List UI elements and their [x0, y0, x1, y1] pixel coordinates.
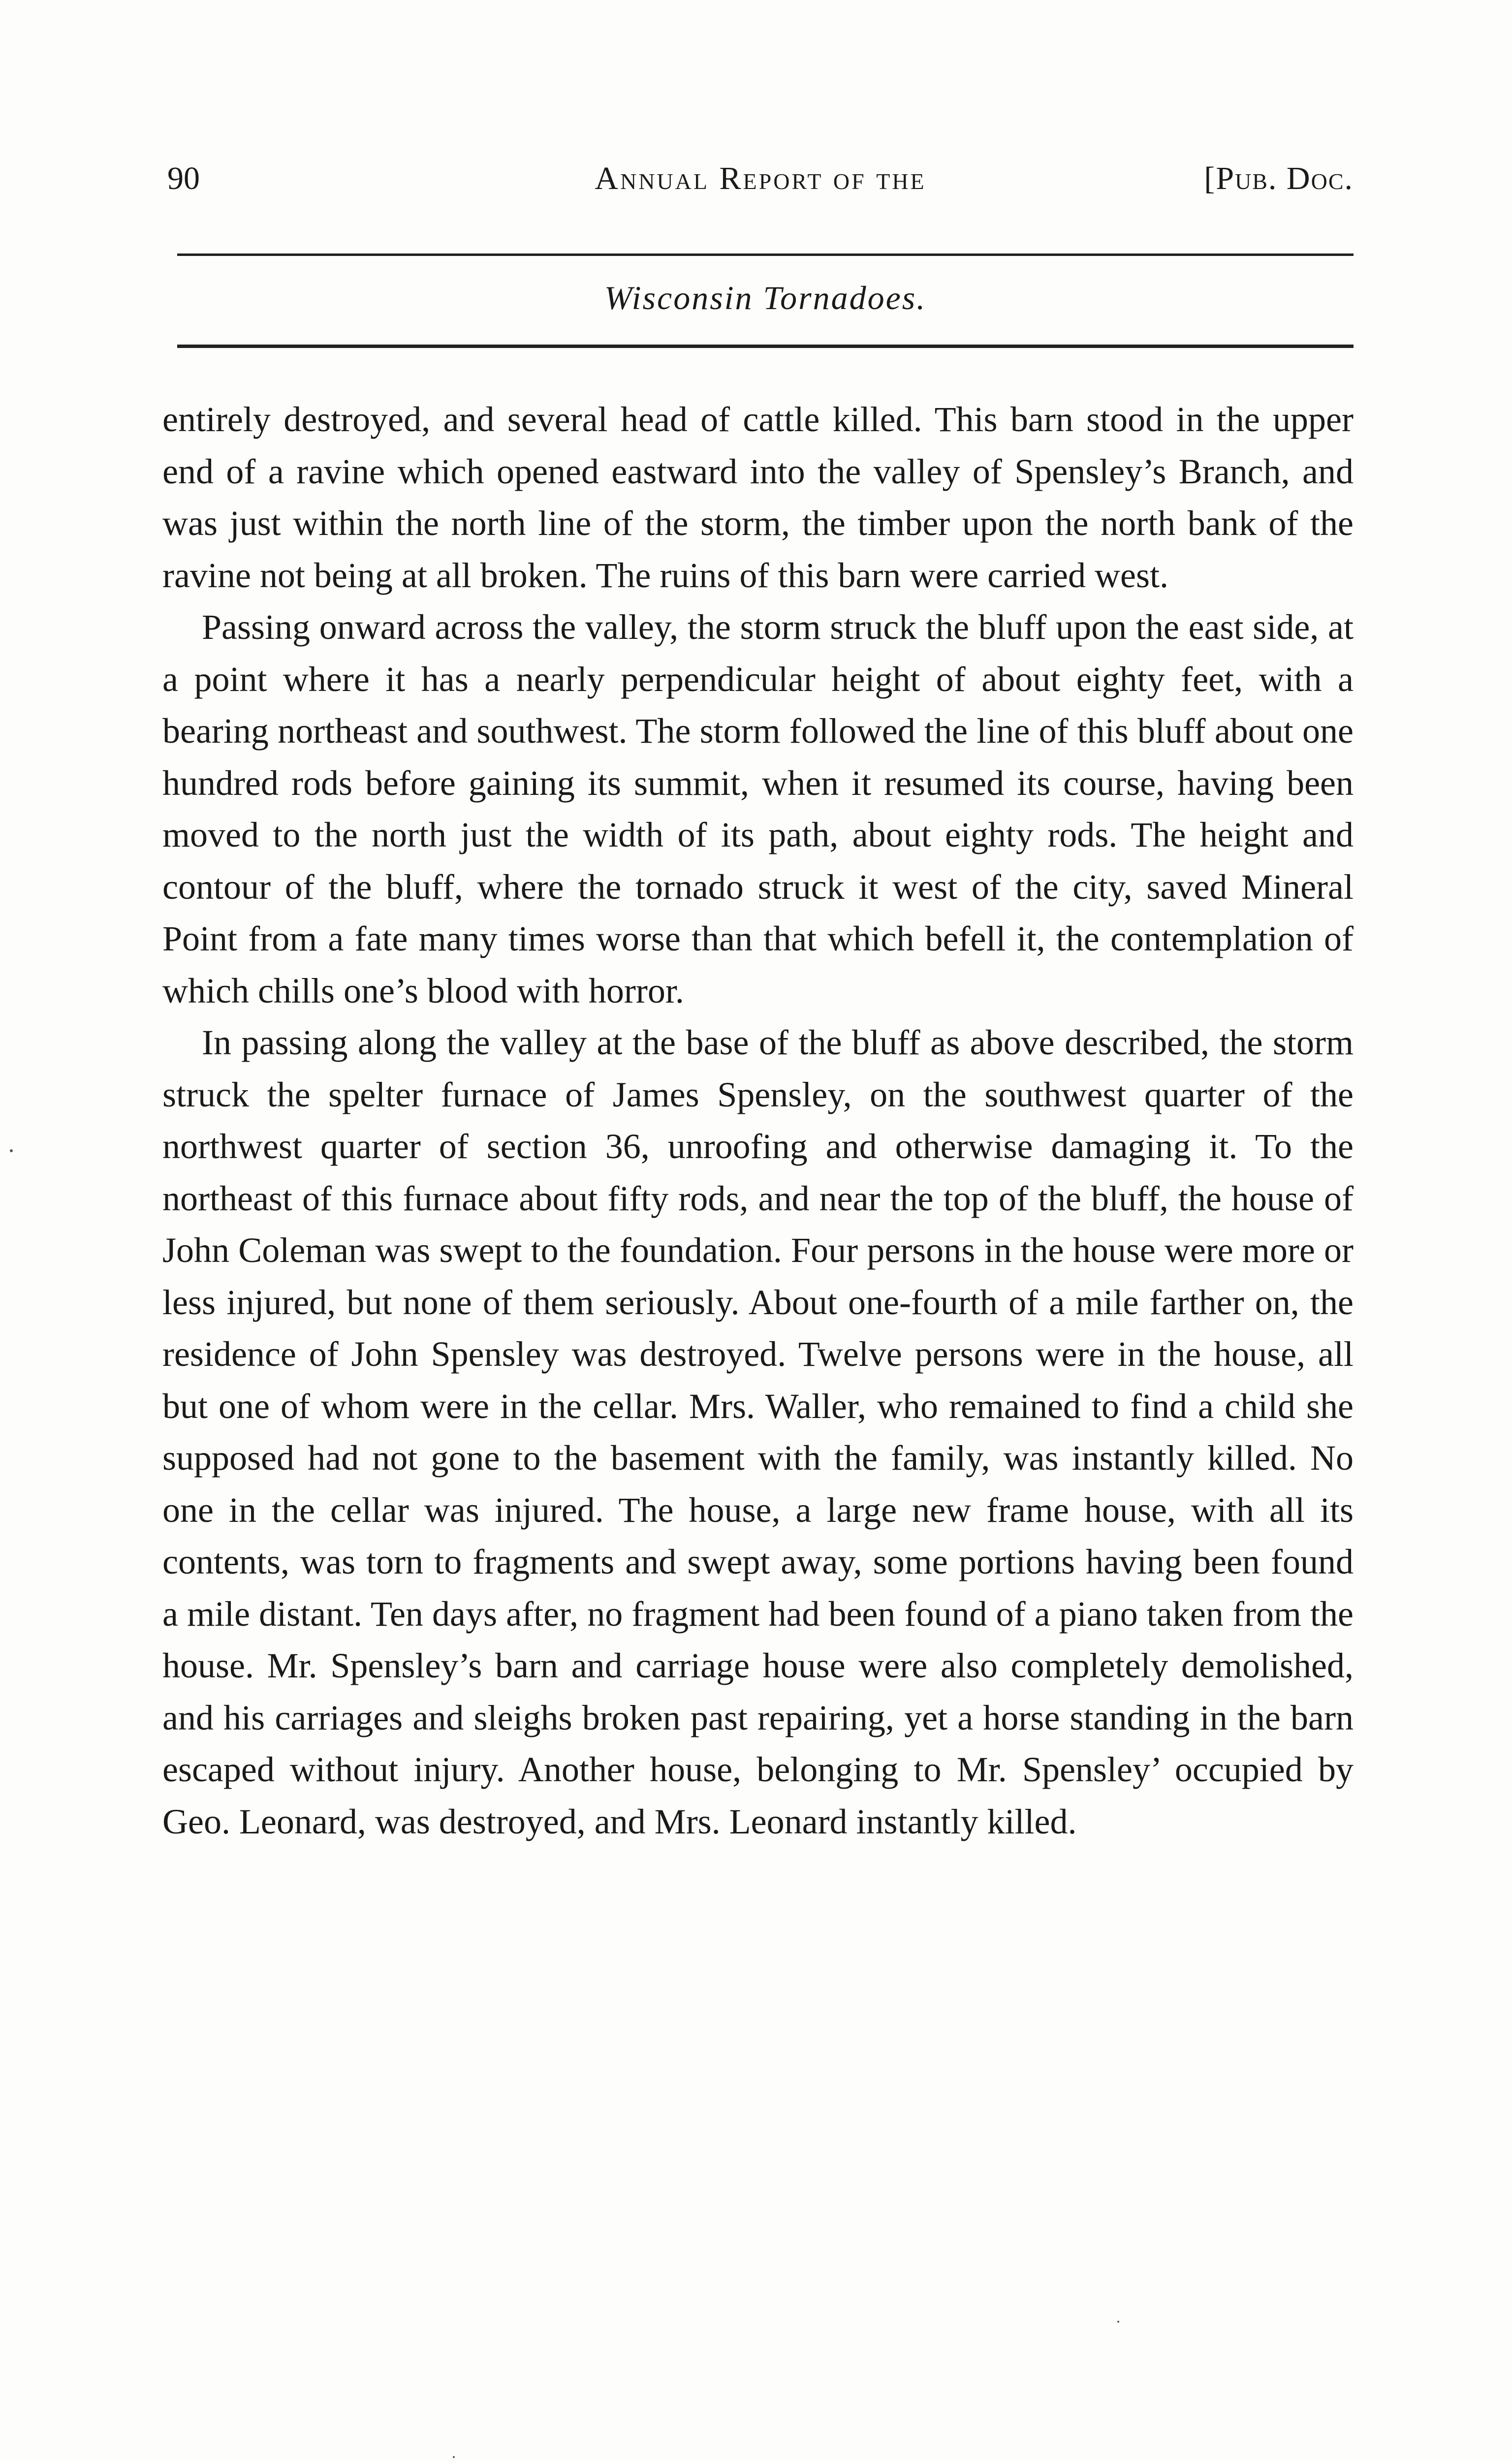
body-text: [162, 394, 1354, 1848]
section-title: Wisconsin Tornadoes.: [604, 279, 927, 316]
header-rule-bottom: [177, 345, 1354, 348]
paragraph: Passing onward across the valley, the storm struck the bluff upon the east side, at a point where it has a nearly perpendicular height of about eighty feet, with a bearing northeast and southwest. The storm followed the line of this bluff about one hundred rods before gaining its summit, when it resumed its course, having been moved to the north just the width of its path, about eighty rods. The height and contour of the bluff, where the tornado struck it west of the city, saved Mineral Point from a fate many times worse than that which befell it, the contemplation of which chills one’s blood with horror.: [162, 607, 1354, 1010]
header-doc-label: [Pub. Doc.: [1204, 160, 1354, 196]
print-speck: [1117, 2321, 1119, 2323]
header-title: Annual Report of the: [595, 160, 926, 196]
paragraph: In passing along the valley at the base of the bluff as above described, the storm struck the spelter furnace of James Spensley, on the southwest quarter of the northwest quarter of section 36, unroofing and otherwise damaging it. To the northeast of this furnace about fifty rods, and near the top of the bluff, the house of John Coleman was swept to the foundation. Four persons in the house were more or less injured, but none of them seriously. About one-fourth of a mile farther on, the residence of John Spensley was destroyed. Twelve persons were in the house, all but one of whom were in the cellar. Mrs. Waller, who remained to find a child she supposed had not gone to the basement with the family, was instantly killed. No one in the cellar was injured. The house, a large new frame house, with all its contents, was torn to fragments and swept away, some portions having been found a mile distant. Ten days after, no fragment had been found of a piano taken from the house. Mr. Spensley’s barn and carriage house were also completely demolished, and his carriages and sleighs broken past repairing, yet a horse standing in the barn escaped without injury. Another house, belonging to Mr. Spensley’ occupied by Geo. Leonard, was destroyed, and Mrs. Leonard instantly killed.: [162, 1023, 1354, 1841]
running-head: [167, 157, 1354, 201]
print-speck: [10, 1149, 13, 1152]
paragraph: entirely destroyed, and several head of cattle killed. This barn stood in the upper end of a ravine which opened eastward into the valley of Spensley’s Branch, and was just within the north line of the storm, the timber upon the north bank of the ravine not being at all broken. The ruins of this barn were carried west.: [162, 400, 1354, 595]
header-rule-top: [177, 253, 1354, 256]
page-number: 90: [167, 160, 200, 196]
print-speck: [453, 2456, 455, 2458]
